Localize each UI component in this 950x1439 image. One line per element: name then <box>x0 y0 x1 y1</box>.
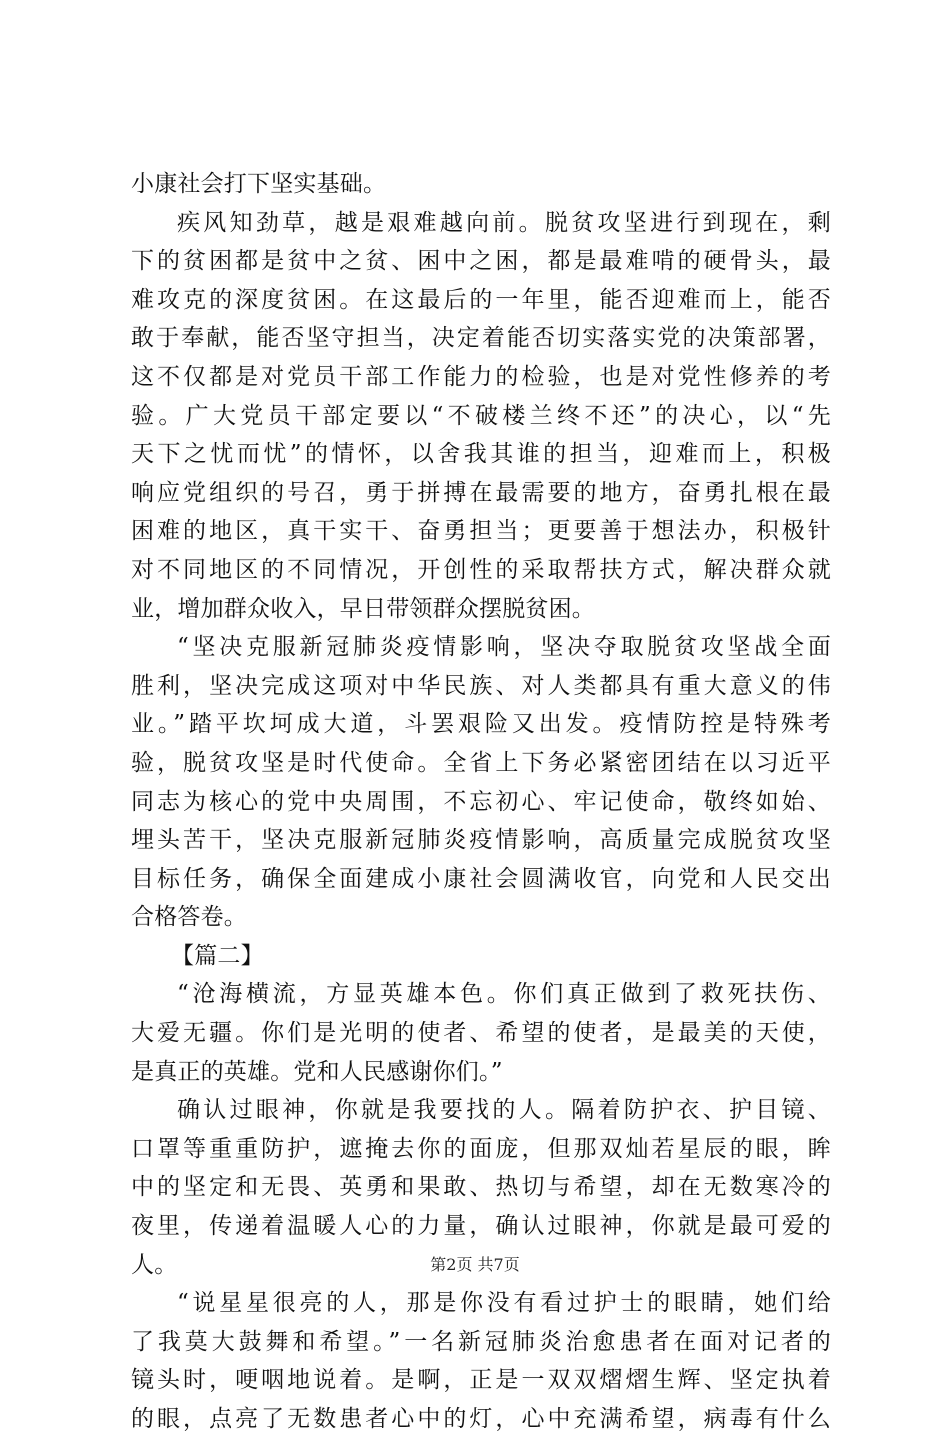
text-line: 口罩等重重防护，遮掩去你的面庞，但那双灿若星辰的眼，眸 <box>131 1135 831 1162</box>
document-body <box>131 165 831 1439</box>
text-line: 确认过眼神，你就是我要找的人。隔着防护衣、护目镜、 <box>177 1097 831 1124</box>
text-line: 目标任务，确保全面建成小康社会圆满收官，向党和人民交出 <box>131 865 831 892</box>
text-line: 对不同地区的不同情况，开创性的采取帮扶方式，解决群众就 <box>131 556 831 583</box>
text-line: 了我莫大鼓舞和希望。”一名新冠肺炎治愈患者在面对记者的 <box>131 1328 831 1355</box>
text-line: 天下之忧而忧”的情怀，以舍我其谁的担当，迎难而上，积极 <box>131 441 831 468</box>
text-line: 同志为核心的党中央周围，不忘初心、牢记使命，敬终如始、 <box>131 788 831 815</box>
text-line: 验，脱贫攻坚是时代使命。全省上下务必紧密团结在以习近平 <box>131 749 831 776</box>
text-line: 疾风知劲草，越是艰难越向前。脱贫攻坚进行到现在，剩 <box>177 209 831 236</box>
text-line: “说星星很亮的人，那是你没有看过护士的眼睛，她们给 <box>177 1290 831 1317</box>
text-line: 中的坚定和无畏、英勇和果敢、热切与希望，却在无数寒冷的 <box>131 1174 831 1201</box>
text-line: 响应党组织的号召，勇于拼搏在最需要的地方，奋勇扎根在最 <box>131 479 831 506</box>
text-line: 是真正的英雄。党和人民感谢你们。” <box>131 1058 503 1085</box>
text-line: 这不仅都是对党员干部工作能力的检验，也是对党性修养的考 <box>131 363 831 390</box>
page-number-footer: 第2页 共7页 <box>430 1255 520 1274</box>
text-line: 敢于奉献，能否坚守担当，决定着能否切实落实党的决策部署， <box>131 325 831 352</box>
text-line: 镜头时，哽咽地说着。是啊，正是一双双熠熠生辉、坚定执着 <box>131 1367 831 1394</box>
text-line: 难攻克的深度贫困。在这最后的一年里，能否迎难而上，能否 <box>131 286 831 313</box>
section-heading: 【篇二】 <box>171 942 264 969</box>
text-line: “坚决克服新冠肺炎疫情影响，坚决夺取脱贫攻坚战全面 <box>177 634 831 661</box>
text-line: 合格答卷。 <box>131 904 247 931</box>
text-line: 验。广大党员干部定要以“不破楼兰终不还”的决心，以“先 <box>131 402 831 429</box>
text-line: 人。 <box>131 1251 178 1278</box>
text-line: 下的贫困都是贫中之贫、困中之困，都是最难啃的硬骨头，最 <box>131 248 831 275</box>
text-line: 的眼，点亮了无数患者心中的灯，心中充满希望，病毒有什么 <box>131 1406 831 1432</box>
text-line: 胜利，坚决完成这项对中华民族、对人类都具有重大意义的伟 <box>131 672 831 699</box>
text-line: 小康社会打下坚实基础。 <box>131 171 387 197</box>
text-line: 大爱无疆。你们是光明的使者、希望的使者，是最美的天使， <box>131 1020 831 1047</box>
text-line: 困难的地区，真干实干、奋勇担当；更要善于想法办，积极针 <box>131 518 831 545</box>
text-line: 埋头苦干，坚决克服新冠肺炎疫情影响，高质量完成脱贫攻坚 <box>131 827 831 854</box>
text-line: 业，增加群众收入，早日带领群众摆脱贫困。 <box>131 595 595 622</box>
text-line: “沧海横流，方显英雄本色。你们真正做到了救死扶伤、 <box>177 981 831 1008</box>
text-line: 夜里，传递着温暖人心的力量，确认过眼神，你就是最可爱的 <box>131 1213 831 1240</box>
text-line: 业。”踏平坎坷成大道，斗罢艰险又出发。疫情防控是特殊考 <box>131 711 831 738</box>
